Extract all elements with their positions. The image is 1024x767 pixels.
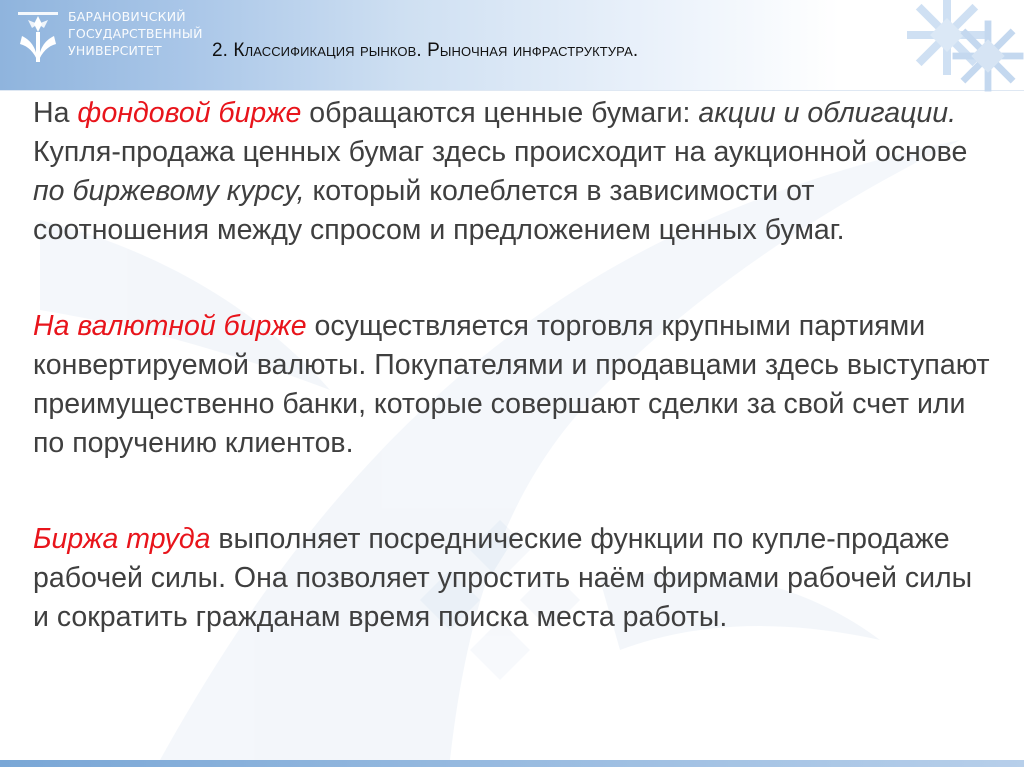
university-name — [68, 8, 203, 59]
text-run: Купля-продажа ценных бумаг здесь происходит на аукционной основе — [33, 136, 968, 168]
university-logo-icon — [14, 6, 62, 68]
university-name-line: ГОСУДАРСТВЕННЫЙ — [68, 26, 203, 41]
paragraph-currency-exchange — [33, 307, 993, 463]
highlighted-term: На валютной бирже — [33, 310, 307, 342]
university-name-line: УНИВЕРСИТЕТ — [68, 43, 162, 58]
text-run: выполняет посреднические функции по купле-продаже рабочей силы. Она позволяет упростить наём фирмами рабочей силы и сократить гражданам время поиска места работы. — [33, 523, 973, 633]
highlighted-term: фондовой бирже — [77, 97, 302, 129]
slide-body — [33, 94, 993, 637]
university-name-line: БАРАНОВИЧСКИЙ — [68, 9, 186, 24]
footer-line — [0, 760, 1024, 767]
text-run: обращаются ценные бумаги: — [301, 97, 699, 129]
slide-title: 2. Классификация рынков. Рыночная инфраструктура. — [212, 40, 639, 61]
italic-phrase: акции и облигации. — [698, 97, 957, 129]
snowflake-ornament-icon — [950, 18, 1024, 94]
header-divider — [0, 90, 1024, 91]
paragraph-labour-exchange — [33, 520, 993, 637]
text-run: На — [33, 97, 78, 129]
italic-phrase: по биржевому курсу, — [33, 175, 305, 207]
paragraph-stock-exchange — [33, 94, 993, 250]
highlighted-term: Биржа труда — [33, 523, 211, 555]
text-run: который колеблется в зависимости от соотношения между спросом и предложением ценных бумаг. — [33, 175, 845, 246]
text-run: осуществляется торговля крупными партиями конвертируемой валюты. Покупателями и продавцами здесь выступают преимущественно банки, которые совершают сделки за свой счет или по поручению клиентов. — [33, 310, 990, 459]
